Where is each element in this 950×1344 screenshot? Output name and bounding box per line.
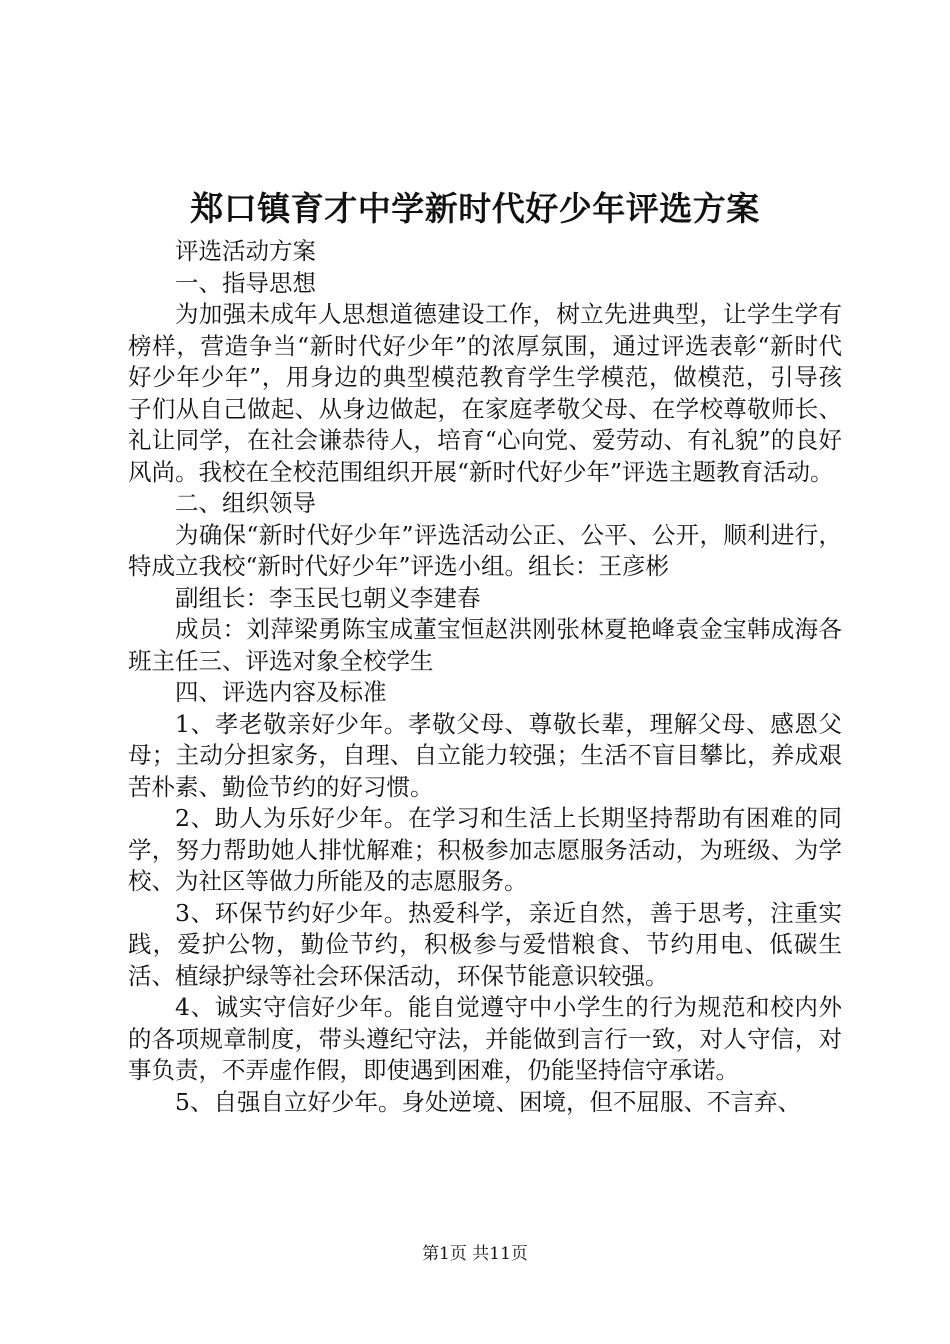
paragraph-criteria-1: 1、孝老敬亲好少年。孝敬父母、尊敬长辈，理解父母、感恩父母；主动分担家务，自理、自立能力较强；生活不盲目攀比，养成艰苦朴素、勤俭节约的好习惯。 <box>128 709 842 801</box>
page-number-footer: 第1页 共11页 <box>422 1244 528 1264</box>
paragraph-criteria-5: 5、自强自立好少年。身处逆境、困境，但不屈服、不言弃、 <box>175 1087 801 1116</box>
paragraph-deputy-leaders: 副组长：李玉民乜朝义李建春 <box>175 583 481 612</box>
paragraph-guiding-thought: 为加强未成年人思想道德建设工作，树立先进典型，让学生学有榜样，营造争当“新时代好少年”的浓厚氛围，通过评选表彰“新时代好少年少年”，用身边的典型模范教育学生学模范，做模范，引导孩子们从自己做起、从身边做起，在家庭孝敬父母、在学校尊敬师长、礼让同学，在社会谦恭待人，培育“心向党、爱劳动、有礼貌”的良好风尚。我校在全校范围组织开展“新时代好少年”评选主题教育活动。 <box>128 300 842 486</box>
paragraph-subtitle: 评选活动方案 <box>175 237 316 265</box>
section-heading-guiding-thought: 一、指导思想 <box>175 268 316 297</box>
section-heading-organization: 二、组织领导 <box>175 489 316 517</box>
document-body <box>128 236 842 1118</box>
paragraph-criteria-4: 4、诚实守信好少年。能自觉遵守中小学生的行为规范和校内外的各项规章制度，带头遵纪守法，并能做到言行一致，对人守信，对事负责，不弄虚作假，即使遇到困难，仍能坚持信守承诺。 <box>128 993 842 1084</box>
section-heading-criteria: 四、评选内容及标准 <box>175 678 387 706</box>
paragraph-organization: 为确保“新时代好少年”评选活动公正、公平、公开，顺利进行，特成立我校“新时代好少年”评选小组。组长：王彦彬 <box>128 520 842 580</box>
document-title: 郑口镇育才中学新时代好少年评选方案 <box>190 189 760 228</box>
paragraph-criteria-2: 2、助人为乐好少年。在学习和生活上长期坚持帮助有困难的同学，努力帮助她人排忧解难；积极参加志愿服务活动，为班级、为学校、为社区等做力所能及的志愿服务。 <box>128 804 842 895</box>
paragraph-members: 成员：刘萍梁勇陈宝成董宝恒赵洪刚张林夏艳峰袁金宝韩成海各班主任三、评选对象全校学生 <box>128 615 842 675</box>
paragraph-criteria-3: 3、环保节约好少年。热爱科学，亲近自然，善于思考，注重实践，爱护公物，勤俭节约，积极参与爱惜粮食、节约用电、低碳生活、植绿护绿等社会环保活动，环保节能意识较强。 <box>128 898 842 990</box>
